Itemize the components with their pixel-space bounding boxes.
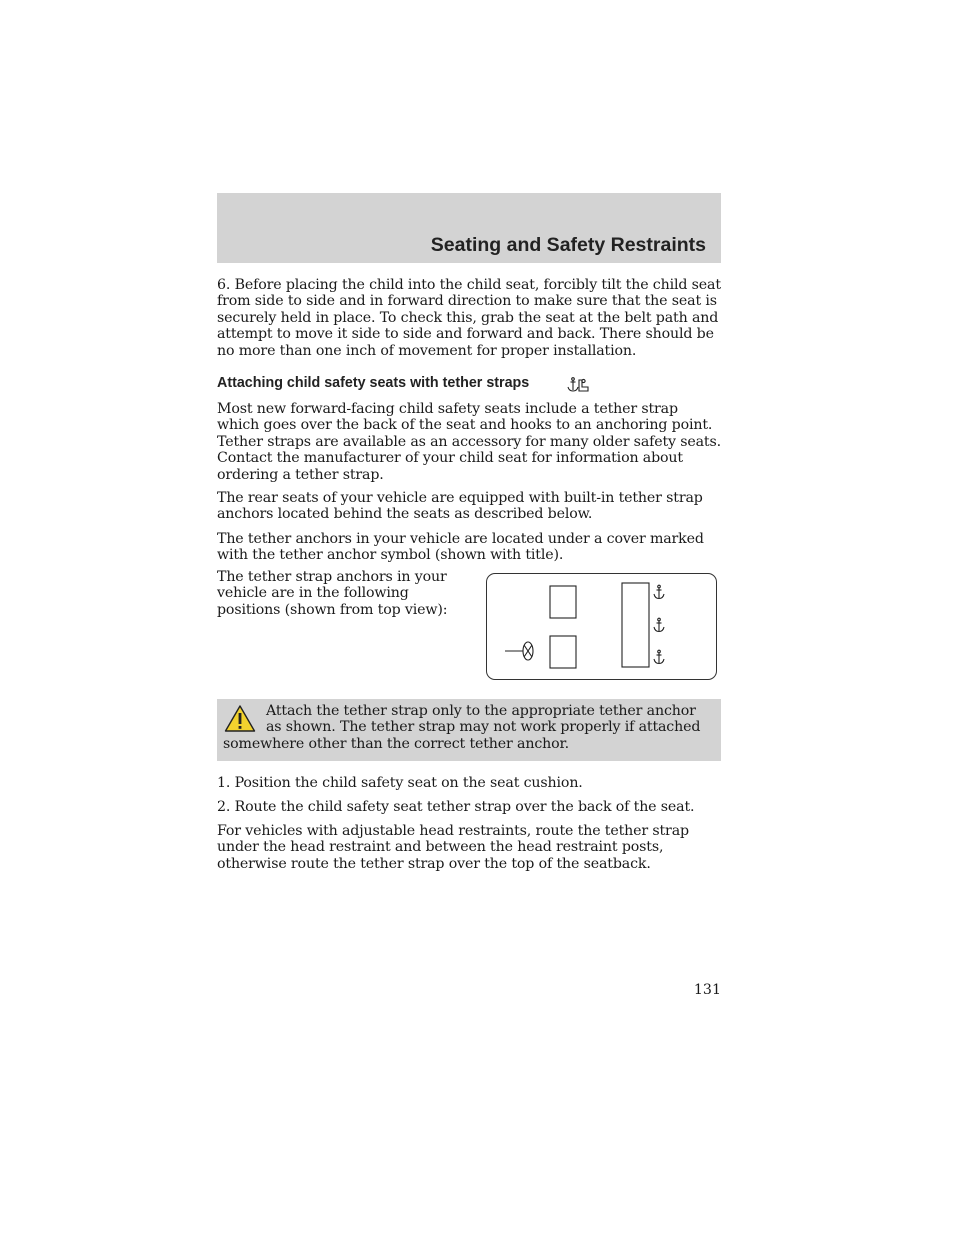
steering-wheel-icon [505,642,533,660]
paragraph-step-6: 6. Before placing the child into the child seat, forcibly tilt the child seat from side to side and in forward direction to make sure that the seat is securely held in place. To check this, grab the seat at the belt path and attempt to move it side to side and forward and back. There should be no more than one inch of movement for proper installation. [217,277,721,359]
tether-anchor-child-seat-icon [566,377,590,397]
tether-anchor-diagram [486,573,717,680]
paragraph-positions: The tether strap anchors in your vehicle are in the following positions (shown from top view): [217,569,448,618]
front-left-seat [550,586,576,618]
anchor-icon [654,585,664,598]
warning-box [217,699,721,761]
paragraph-rear-seats: The rear seats of your vehicle are equipped with built-in tether strap anchors located behind the seats as described below. [217,490,703,523]
paragraph-head-restraints: For vehicles with adjustable head restraints, route the tether strap under the head restraint and between the head restraint posts, otherwise route the tether strap over the top of the seatback. [217,823,689,872]
paragraph-step-2: 2. Route the child safety seat tether strap over the back of the seat. [217,799,695,815]
front-right-seat [550,636,576,668]
paragraph-intro: Most new forward-facing child safety seats include a tether strap which goes over the back of the seat and hooks to an anchoring point. Tether straps are available as an accessory for many older safety seats. Contact the manufacturer of your child seat for information about ordering a tether strap. [217,401,721,483]
anchor-icon [654,650,664,663]
anchor-icon [654,618,664,631]
page-number: 131 [693,982,721,998]
section-title: Seating and Safety Restraints [430,234,706,256]
paragraph-step-1: 1. Position the child safety seat on the seat cushion. [217,775,583,791]
paragraph-cover: The tether anchors in your vehicle are located under a cover marked with the tether anchor symbol (shown with title). [217,531,704,564]
section-header-band [217,193,721,263]
warning-text: Attach the tether strap only to the appropriate tether anchor as shown. The tether strap may not work properly if attached somewhere other than the correct tether anchor. [223,703,701,752]
rear-bench-seat [622,583,649,667]
subheading-tether-straps: Attaching child safety seats with tether straps [217,375,530,391]
